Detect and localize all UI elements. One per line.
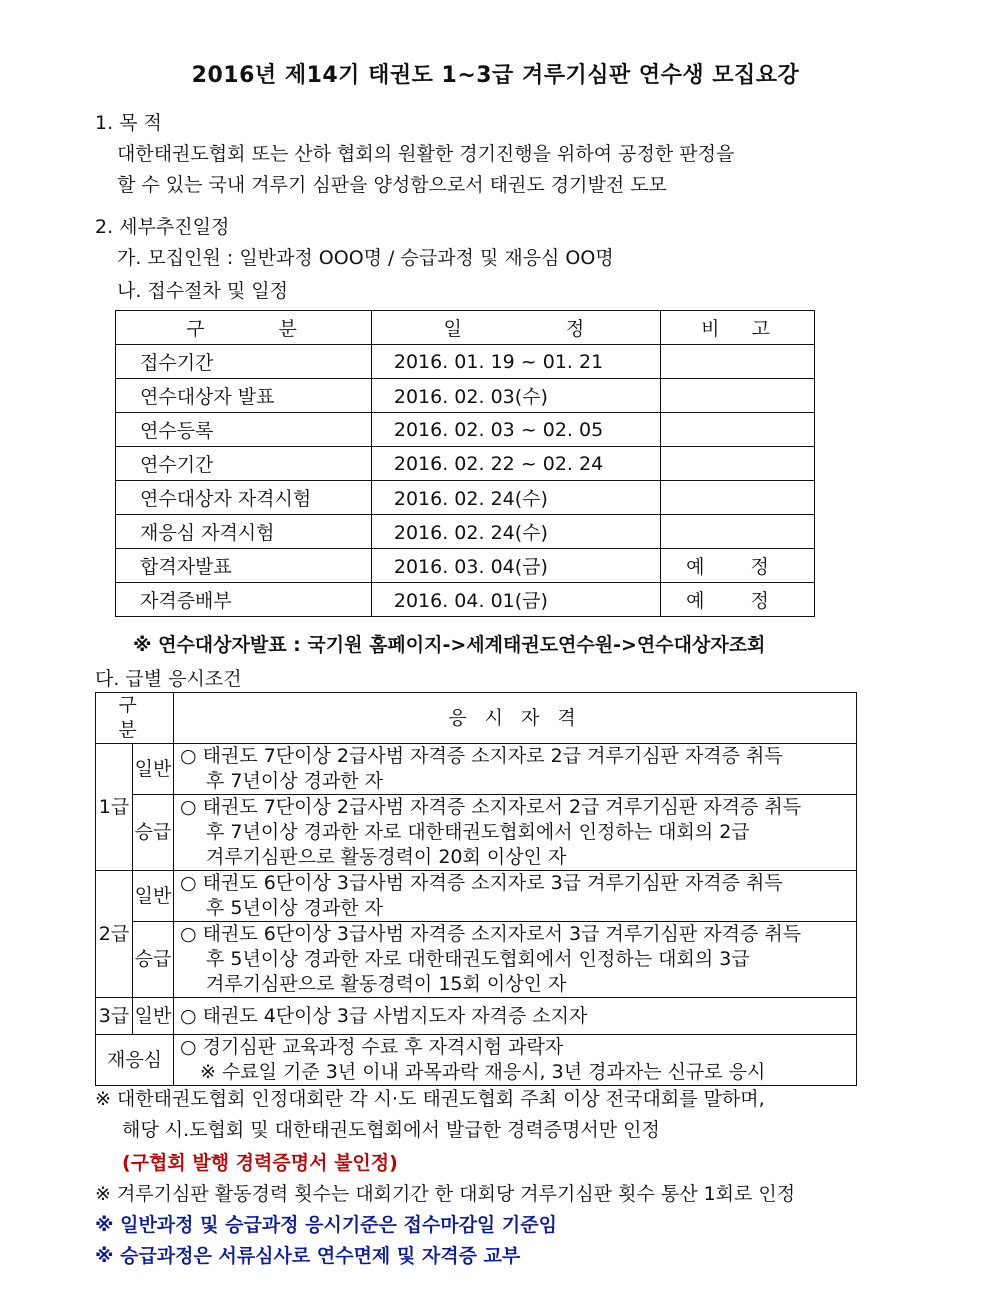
schedule-date: 2016. 02. 03 ~ 02. 05 [371,413,660,447]
requirement-line: ○ 태권도 6단이상 3급사범 자격증 소지자로 3급 겨루기심판 자격증 취득 [180,872,783,894]
conditions-header-requirement: 응 시 자 격 [174,693,857,744]
requirement-line: ○ 태권도 4단이상 3급 사범지도자 자격증 소지자 [180,1004,588,1027]
table-row [96,922,857,998]
requirement-line: 후 5년이상 경과한 자로 대한태권도협회에서 인정하는 대회의 3급 [206,948,750,970]
schedule-date: 2016. 02. 22 ~ 02. 24 [371,447,660,481]
schedule-note [660,345,814,379]
requirement-cell [174,795,857,871]
requirement-line: ○ 태권도 6단이상 3급사범 자격증 소지자로서 3급 겨루기심판 자격증 취득 [180,923,802,945]
requirement-cell [174,998,857,1035]
requirement-cell [174,744,857,795]
schedule-note [660,447,814,481]
grade-3-label: 3급 [96,998,133,1035]
note-2: ※ 겨루기심판 활동경력 횟수는 대회기간 한 대회당 겨루기심판 횟수 통산 1회로 인정 [95,1183,796,1205]
section1-line2: 할 수 있는 국내 겨루기 심판을 양성함으로서 태권도 경기발전 도모 [117,174,667,196]
requirement-cell [174,1035,857,1086]
general-label: 일반 [133,871,174,922]
schedule-note: 예 정 [660,549,814,583]
recruit-count-line: 가. 모집인원 : 일반과정 OOO명 / 승급과정 및 재응심 OO명 [117,247,614,269]
schedule-item: 자격증배부 [116,583,372,617]
table-row [116,413,815,447]
schedule-date: 2016. 02. 03(수) [371,379,660,413]
requirement-line: 후 5년이상 경과한 자 [206,897,384,919]
schedule-item: 연수기간 [116,447,372,481]
requirement-line: ○ 태권도 7단이상 2급사범 자격증 소지자로서 2급 겨루기심판 자격증 취득 [180,796,802,818]
schedule-header-date: 일 정 [371,311,660,345]
general-label: 일반 [133,998,174,1035]
grade-1-label: 1급 [96,744,133,871]
requirement-line: 후 7년이상 경과한 자로 대한태권도협회에서 인정하는 대회의 2급 [206,821,750,843]
conditions-table [95,692,857,1086]
announcement-notice: ※ 연수대상자발표 : 국기원 홈페이지->세계태권도연수원->연수대상자조회 [133,634,766,656]
note-1-line1: ※ 대한태권도협회 인정대회란 각 시·도 태권도협회 주최 이상 전국대회를 말하며, [95,1088,765,1110]
requirement-line: ○ 경기심판 교육과정 수료 후 자격시험 과락자 [180,1036,564,1058]
schedule-header-row [116,311,815,345]
conditions-heading: 다. 급별 응시조건 [95,668,242,690]
note-4: ※ 승급과정은 서류심사로 연수면제 및 자격증 교부 [95,1245,521,1267]
schedule-note [660,481,814,515]
table-row [116,447,815,481]
table-row [96,795,857,871]
requirement-line: ※ 수료일 기준 3년 이내 과목과락 재응시, 3년 경과자는 신규로 응시 [200,1061,766,1083]
section1-line1: 대한태권도협회 또는 산하 협회의 원활한 경기진행을 위하여 공정한 판정을 [117,143,735,165]
note-1-red: (구협회 발행 경력증명서 불인정) [122,1152,398,1174]
table-row [116,345,815,379]
table-row [116,481,815,515]
table-row [96,1035,857,1086]
table-row [116,379,815,413]
table-row [96,871,857,922]
conditions-header-group: 구 분 [96,693,174,744]
schedule-item: 접수기간 [116,345,372,379]
grade-2-label: 2급 [96,871,133,998]
section2-heading: 2. 세부추진일정 [95,216,230,238]
schedule-note: 예 정 [660,583,814,617]
requirement-line: 겨루기심판으로 활동경력이 20회 이상인 자 [206,846,567,868]
schedule-date: 2016. 01. 19 ~ 01. 21 [371,345,660,379]
schedule-item: 연수등록 [116,413,372,447]
reexam-label: 재응심 [96,1035,174,1086]
general-label: 일반 [133,744,174,795]
conditions-header-row [96,693,857,744]
requirement-cell [174,871,857,922]
procedure-line: 나. 접수절차 및 일정 [117,280,288,302]
note-1-line2: 해당 시.도협회 및 대한태권도협회에서 발급한 경력증명서만 인정 [122,1119,660,1141]
schedule-date: 2016. 02. 24(수) [371,481,660,515]
table-row [116,515,815,549]
requirement-cell [174,922,857,998]
schedule-item: 재응심 자격시험 [116,515,372,549]
schedule-date: 2016. 03. 04(금) [371,549,660,583]
requirement-line: ○ 태권도 7단이상 2급사범 자격증 소지자로 2급 겨루기심판 자격증 취득 [180,745,783,767]
schedule-date: 2016. 02. 24(수) [371,515,660,549]
schedule-item: 합격자발표 [116,549,372,583]
document-title: 2016년 제14기 태권도 1~3급 겨루기심판 연수생 모집요강 [191,63,800,88]
schedule-header-category: 구 분 [116,311,372,345]
requirement-line: 후 7년이상 경과한 자 [206,770,384,792]
requirement-line: 겨루기심판으로 활동경력이 15회 이상인 자 [206,973,567,995]
table-row [116,583,815,617]
table-row [96,998,857,1035]
schedule-header-note: 비 고 [660,311,814,345]
table-row [116,549,815,583]
promotion-label: 승급 [133,922,174,998]
schedule-table [115,310,815,617]
promotion-label: 승급 [133,795,174,871]
table-row [96,744,857,795]
schedule-item: 연수대상자 자격시험 [116,481,372,515]
note-3: ※ 일반과정 및 승급과정 응시기준은 접수마감일 기준임 [95,1214,557,1236]
schedule-item: 연수대상자 발표 [116,379,372,413]
schedule-note [660,515,814,549]
schedule-note [660,413,814,447]
section1-heading: 1. 목 적 [95,112,162,134]
schedule-date: 2016. 04. 01(금) [371,583,660,617]
schedule-note [660,379,814,413]
